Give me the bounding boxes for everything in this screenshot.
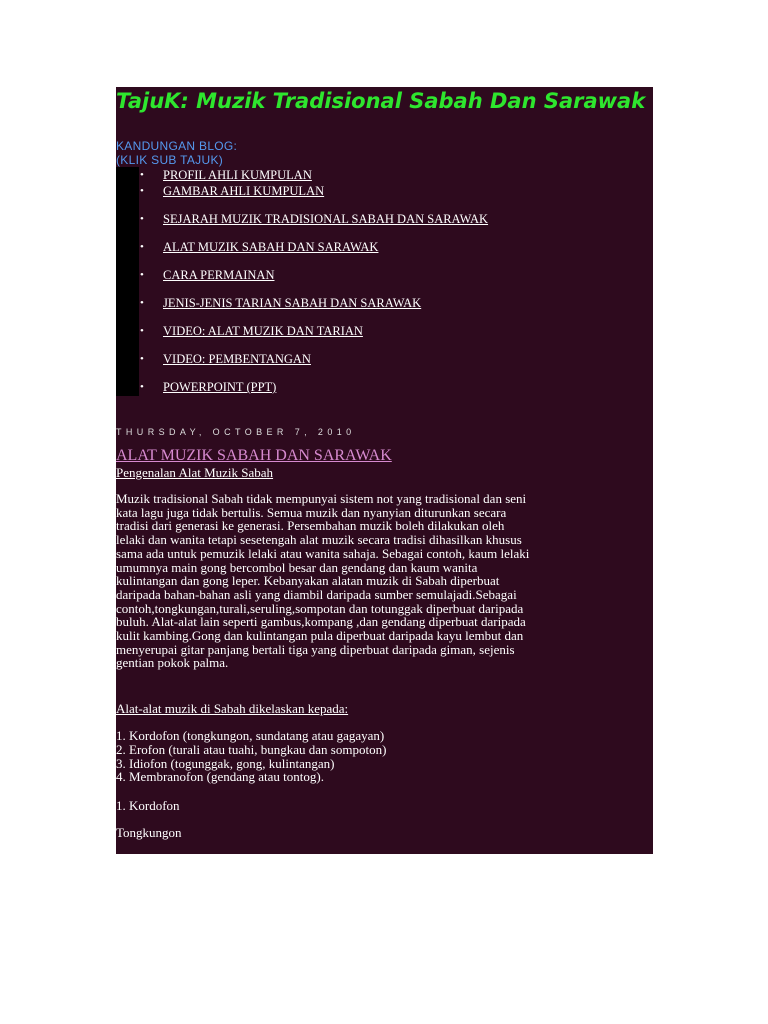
body-line: kulintangan dan gong leper. Kebanyakan alatan muzik di Sabah diperbuat — [116, 573, 500, 589]
list-item: 4. Membranofon (gendang atau tontog). — [116, 769, 324, 785]
section-heading: 1. Kordofon — [116, 798, 180, 813]
body-line: menyerupai gitar panjang bertali tiga yang diperbuat daripada giman, sejenis — [116, 641, 515, 657]
body-line: lelaki dan wanita tetapi sesetengah alat muzik secara tradisi dihasilkan khusus — [116, 532, 522, 548]
body-line: gentian pokok palma. — [116, 655, 229, 671]
bullet-icon: • — [140, 297, 144, 309]
bullet-icon: • — [140, 241, 144, 253]
nav-item-gambar[interactable] — [139, 183, 488, 199]
post-subheading: Pengenalan Alat Muzik Sabah — [116, 465, 274, 480]
body-line: daripada bahan-bahan asli yang diambil daripada sumber semulajadi.Sebagai — [116, 586, 517, 602]
post-title-link[interactable]: ALAT MUZIK SABAH DAN SARAWAK — [116, 447, 392, 464]
body-line: sama ada untuk pemuzik lelaki atau wanita sahaja. Sebagai contoh, kaum lelaki — [116, 545, 530, 561]
body-line: Muzik tradisional Sabah tidak mempunyai sistem not yang tradisional dan seni — [116, 491, 527, 506]
nav-link[interactable]: SEJARAH MUZIK TRADISIONAL SABAH DAN SARAWAK — [163, 212, 489, 226]
nav-item-video-alat[interactable] — [139, 323, 488, 339]
nav-item-cara-permainan[interactable] — [139, 267, 488, 283]
classification-list — [116, 729, 386, 784]
contents-hint-line: (KLIK SUB TAJUK) — [116, 153, 224, 167]
nav-item-profil[interactable] — [139, 167, 488, 183]
list-item: 1. Kordofon (tongkungon, sundatang atau gagayan) — [116, 728, 385, 743]
body-line: kata lagu juga tidak bertulis. Semua muzik dan nyanyian diturunkan secara — [116, 504, 507, 520]
nav-link[interactable]: ALAT MUZIK SABAH DAN SARAWAK — [163, 240, 379, 254]
subsection-heading: Tongkungon — [116, 825, 182, 840]
body-line: tradisi dari generasi ke generasi. Persembahan muzik boleh dilakukan oleh — [116, 518, 505, 534]
body-line: contoh,tongkungan,turali,seruling,sompotan dan totunggak diperbuat daripada — [116, 600, 524, 616]
body-line: kulit kambing.Gong dan kulintangan pula diperbuat daripada kayu lembut dan — [116, 628, 524, 644]
nav-item-powerpoint[interactable] — [139, 379, 488, 395]
nav-item-video-pembentangan[interactable] — [139, 351, 488, 367]
bullet-icon: • — [140, 213, 144, 225]
body-line: umumnya main gong bercombol besar dan gendang dan kaum wanita — [116, 559, 478, 575]
bullet-icon: • — [140, 353, 144, 365]
bullet-icon: • — [140, 325, 144, 337]
nav-strip — [116, 167, 139, 396]
list-item: 2. Erofon (turali atau tuahi, bungkau dan sompoton) — [116, 741, 387, 757]
bullet-icon: • — [140, 269, 144, 281]
nav-link[interactable]: JENIS-JENIS TARIAN SABAH DAN SARAWAK — [163, 296, 422, 310]
nav-link[interactable]: VIDEO: PEMBENTANGAN — [163, 352, 311, 366]
list-item: 3. Idiofon (togunggak, gong, kulintangan) — [116, 755, 335, 771]
contents-label-line: KANDUNGAN BLOG: — [116, 139, 238, 153]
nav-link[interactable]: VIDEO: ALAT MUZIK DAN TARIAN — [163, 324, 363, 338]
nav-list — [139, 167, 488, 395]
nav-link[interactable]: CARA PERMAINAN — [163, 268, 275, 282]
bullet-icon: • — [140, 185, 144, 197]
nav-link[interactable]: POWERPOINT (PPT) — [163, 380, 277, 394]
nav-item-alat-muzik[interactable] — [139, 239, 488, 255]
classification-heading: Alat-alat muzik di Sabah dikelaskan kepada: — [116, 701, 349, 716]
blog-title: TajuK: Muzik Tradisional Sabah Dan Sarawak — [116, 89, 646, 113]
bullet-icon: • — [140, 169, 144, 181]
bullet-icon: • — [140, 381, 144, 393]
nav-link[interactable]: PROFIL AHLI KUMPULAN — [163, 168, 312, 182]
blog-page — [116, 87, 653, 854]
blog-contents-label — [116, 139, 237, 167]
nav-link[interactable]: GAMBAR AHLI KUMPULAN — [163, 184, 325, 198]
post-date: THURSDAY, OCTOBER 7, 2010 — [116, 427, 356, 437]
post-body — [116, 492, 651, 670]
body-line: buluh. Alat-alat lain seperti gambus,kompang ,dan gendang diperbuat daripada — [116, 614, 526, 630]
nav-item-jenis-tarian[interactable] — [139, 295, 488, 311]
nav-item-sejarah[interactable] — [139, 211, 488, 227]
